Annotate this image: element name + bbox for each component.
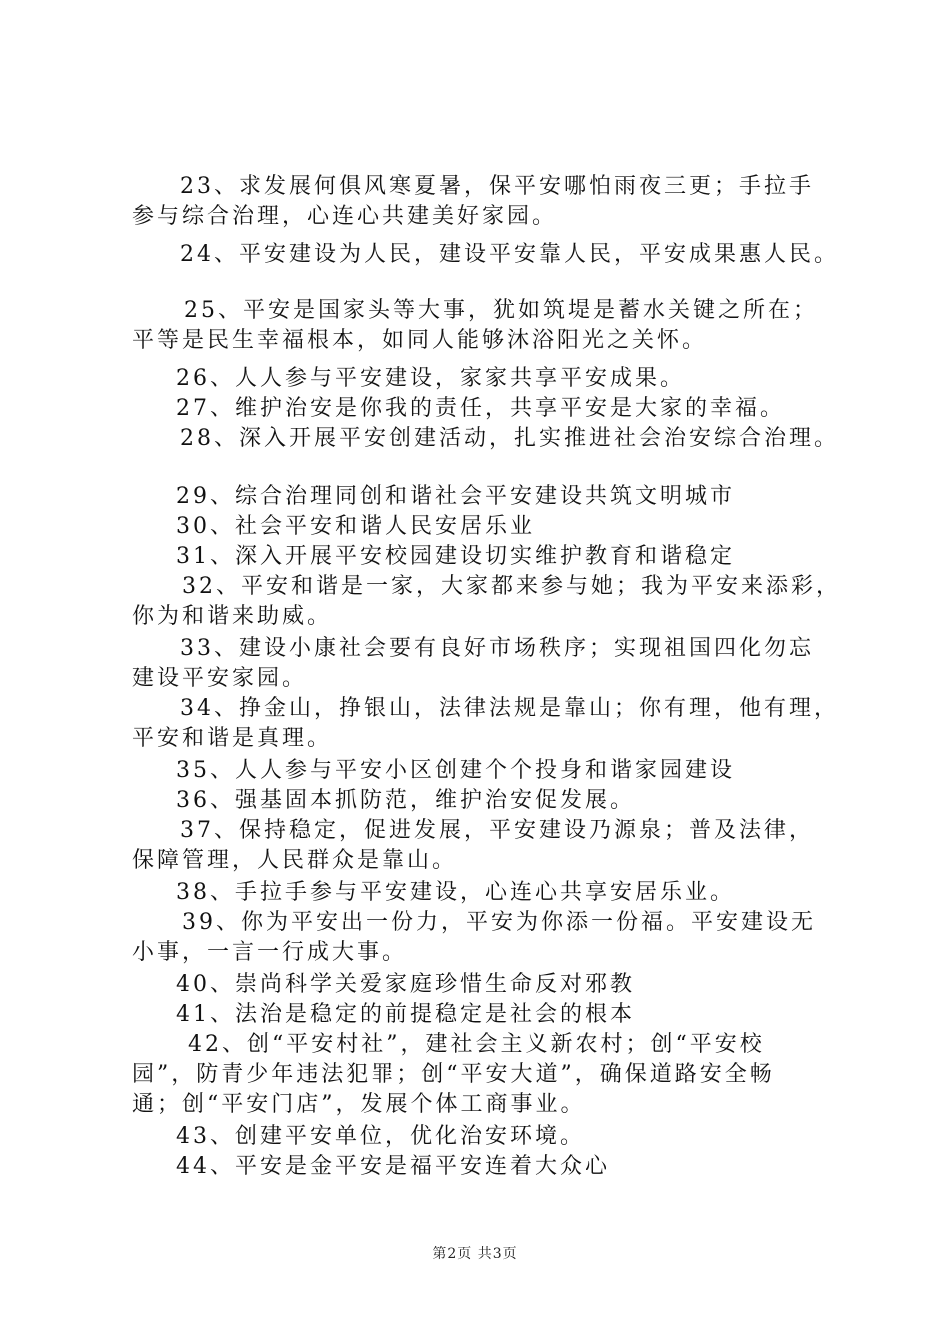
paragraph-first-line: 27、维护治安是你我的责任，共享平安是大家的幸福。: [176, 396, 785, 421]
paragraph: [132, 908, 852, 968]
paragraph: [132, 364, 852, 394]
paragraph-continuation-line: 你为和谐来助威。: [132, 604, 333, 629]
paragraph: [132, 240, 852, 270]
paragraph-first-line: 36、强基固本抓防范，维护治安促发展。: [176, 788, 635, 813]
paragraph-continuation-line: 参与综合治理，心连心共建美好家园。: [132, 204, 558, 229]
paragraph: [132, 512, 852, 542]
paragraph-first-line: 30、社会平安和谐人民安居乐业: [176, 514, 535, 539]
paragraph-first-line: 35、人人参与平安小区创建个个投身和谐家园建设: [176, 758, 735, 783]
paragraph-first-line: 38、手拉手参与平安建设，心连心共享安居乐业。: [176, 880, 735, 905]
paragraph: [132, 394, 852, 424]
paragraph: [132, 1030, 852, 1120]
paragraph-first-line: 29、综合治理同创和谐社会平安建设共筑文明城市: [176, 484, 735, 509]
paragraph: [132, 296, 852, 356]
paragraph-first-line: 28、深入开展平安创建活动，扎实推进社会治安综合治理。: [180, 426, 839, 451]
paragraph-continuation-line: 平安和谐是真理。: [132, 726, 333, 751]
paragraph-continuation-line: 平等是民生幸福根本，如同人能够沐浴阳光之关怀。: [132, 328, 708, 353]
paragraph: [132, 1122, 852, 1152]
paragraph-first-line: 42、创“平安村社”，建社会主义新农村；创“平安校: [188, 1032, 765, 1057]
paragraph-first-line: 40、崇尚科学关爱家庭珍惜生命反对邪教: [176, 972, 635, 997]
paragraph: [132, 878, 852, 908]
paragraph: [132, 694, 852, 754]
paragraph-first-line: 32、平安和谐是一家，大家都来参与她；我为平安来添彩，: [182, 574, 841, 599]
paragraph-first-line: 39、你为平安出一份力，平安为你添一份福。平安建设无: [182, 910, 816, 935]
paragraph-first-line: 41、法治是稳定的前提稳定是社会的根本: [176, 1002, 635, 1027]
paragraph-first-line: 23、求发展何俱风寒夏暑，保平安哪怕雨夜三更；手拉手: [180, 174, 814, 199]
paragraph-first-line: 44、平安是金平安是福平安连着大众心: [176, 1154, 610, 1179]
paragraph: [132, 786, 852, 816]
paragraph-first-line: 43、创建平安单位，优化治安环境。: [176, 1124, 585, 1149]
paragraph-continuation-line: 通；创“平安门店”，发展个体工商事业。: [132, 1092, 586, 1117]
paragraph: [132, 172, 852, 232]
paragraph-first-line: 25、平安是国家头等大事，犹如筑堤是蓄水关键之所在；: [184, 298, 818, 323]
paragraph: [132, 542, 852, 572]
page-footer: 第2页 共3页: [432, 1246, 518, 1262]
paragraph-first-line: 26、人人参与平安建设，家家共享平安成果。: [176, 366, 685, 391]
paragraph: [132, 1152, 852, 1182]
paragraph-first-line: 31、深入开展平安校园建设切实维护教育和谐稳定: [176, 544, 735, 569]
paragraph-continuation-line: 建设平安家园。: [132, 666, 308, 691]
paragraph: [132, 1000, 852, 1030]
paragraph: [132, 970, 852, 1000]
paragraph-first-line: 24、平安建设为人民，建设平安靠人民，平安成果惠人民。: [180, 242, 839, 267]
paragraph-first-line: 34、挣金山，挣银山，法律法规是靠山；你有理，他有理，: [180, 696, 839, 721]
paragraph-first-line: 33、建设小康社会要有良好市场秩序；实现祖国四化勿忘: [180, 636, 814, 661]
paragraph: [132, 634, 852, 694]
paragraph-continuation-line: 小事，一言一行成大事。: [132, 940, 408, 965]
paragraph: [132, 572, 852, 632]
paragraph: [132, 816, 852, 876]
paragraph-continuation-line: 园”，防青少年违法犯罪；创“平安大道”，确保道路安全畅: [132, 1062, 775, 1087]
paragraph-continuation-line: 保障管理，人民群众是靠山。: [132, 848, 458, 873]
paragraph: [132, 424, 852, 454]
paragraph-first-line: 37、保持稳定，促进发展，平安建设乃源泉；普及法律，: [180, 818, 814, 843]
paragraph: [132, 756, 852, 786]
paragraph: [132, 482, 852, 512]
